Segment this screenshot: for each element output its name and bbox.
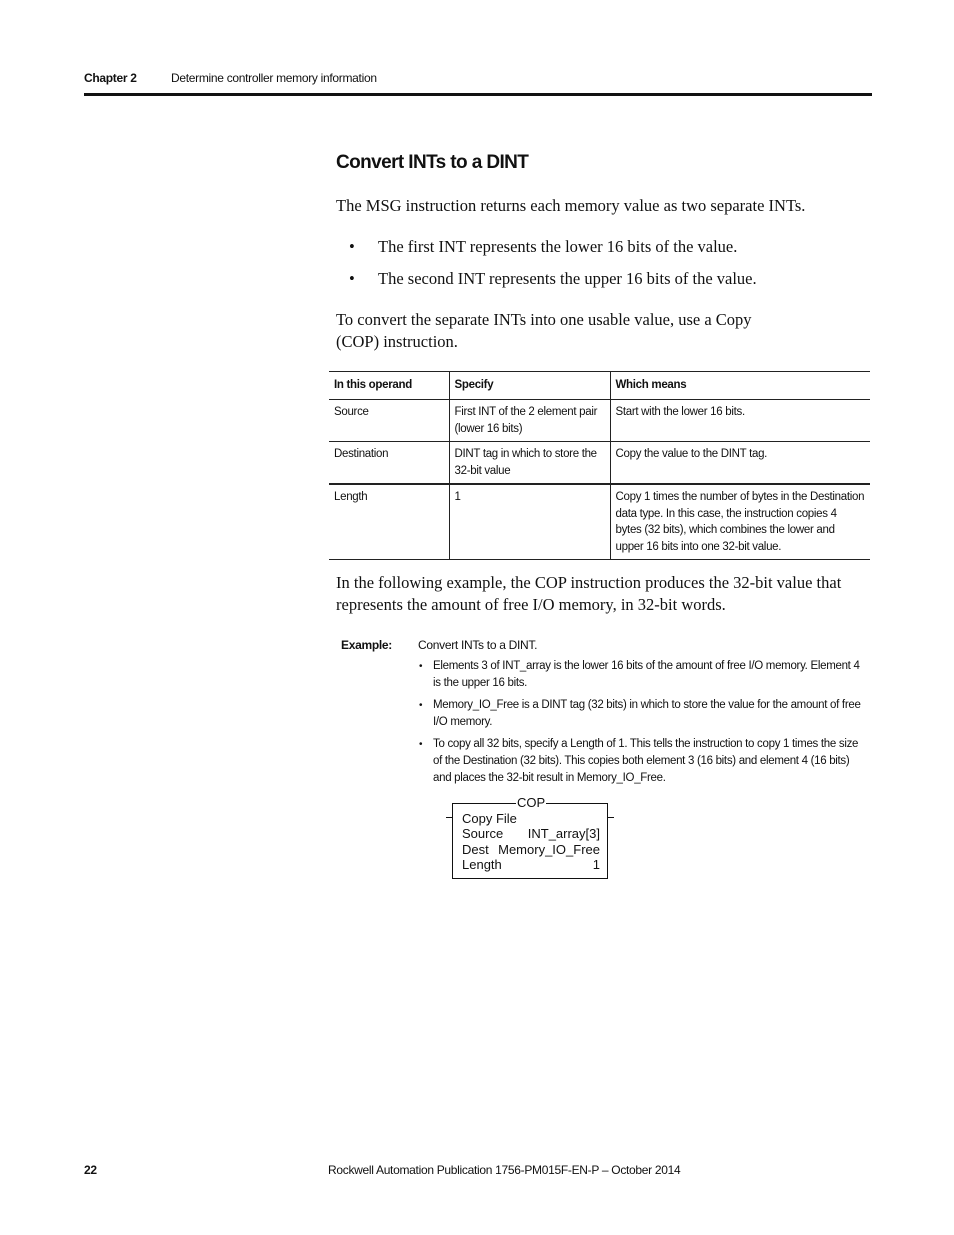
cop-length-label: Length [462,857,502,872]
section-heading: Convert INTs to a DINT [336,152,529,173]
cop-function: Copy File [462,811,517,826]
list-item: • The second INT represents the upper 16 bits of the value. [336,268,757,290]
list-item: • To copy all 32 bits, specify a Length of 1. This tells the instruction to copy 1 times the size of the Destination (32 bits). This copies both element 3 (16 bits) and element 4 (16 bits) and places the 32-bit result in Memory_IO_Free. [418,736,868,787]
table-header-row [329,372,870,400]
table-cell: Destination [329,442,449,485]
table-cell: Start with the lower 16 bits. [610,400,870,442]
table-cell: 1 [449,484,610,560]
table-cell: First INT of the 2 element pair (lower 16 bits) [449,400,610,442]
cop-source-label: Source [462,826,504,841]
convert-paragraph: To convert the separate INTs into one usable value, use a Copy (COP) instruction. [336,310,752,351]
following-paragraph: In the following example, the COP instruction produces the 32-bit value that represents the amount of free I/O memory, in 32-bit words. [336,573,842,614]
table-row [329,442,870,485]
table-cell: Length [329,484,449,560]
list-item: • The first INT represents the lower 16 bits of the value. [336,236,757,258]
list-item: • Memory_IO_Free is a DINT tag (32 bits) in which to store the value for the amount of free I/O memory. [418,697,868,731]
table-cell: Copy the value to the DINT tag. [610,442,870,485]
cop-dest-value: Memory_IO_Free [498,842,600,857]
intro-paragraph: The MSG instruction returns each memory value as two separate INTs. [336,196,806,215]
page-number: 22 [84,1163,97,1177]
cop-dest-label: Dest [462,842,489,857]
cop-instruction-block [446,795,614,885]
table-header-cell: Which means [610,372,870,400]
cop-name: COP [517,795,546,810]
table-cell: DINT tag in which to store the 32-bit value [449,442,610,485]
operand-table [329,371,870,560]
example-bullet-list [418,658,868,792]
table-row [329,400,870,442]
publication-info: Rockwell Automation Publication 1756-PM015F-EN-P – October 2014 [328,1163,681,1177]
table-cell: Copy 1 times the number of bytes in the Destination data type. In this case, the instruction copies 4 bytes (32 bits), which combines the lower and upper 16 bits into one 32-bit value. [610,484,870,560]
list-item: • Elements 3 of INT_array is the lower 16 bits of the amount of free I/O memory. Element 4 is the upper 16 bits. [418,658,868,692]
example-title: Convert INTs to a DINT. [418,638,538,652]
rung-right-connector [608,817,614,818]
cop-length-value: 1 [592,857,600,872]
table-header-cell: In this operand [329,372,449,400]
cop-source-value: INT_array[3] [527,826,600,841]
header-rule [84,93,872,96]
table-header-cell: Specify [449,372,610,400]
table-row [329,484,870,560]
table-cell: Source [329,400,449,442]
example-label: Example: [341,638,392,652]
bullet-list [336,236,757,300]
chapter-label: Chapter 2 [84,71,137,85]
running-header-title: Determine controller memory information [171,71,377,85]
